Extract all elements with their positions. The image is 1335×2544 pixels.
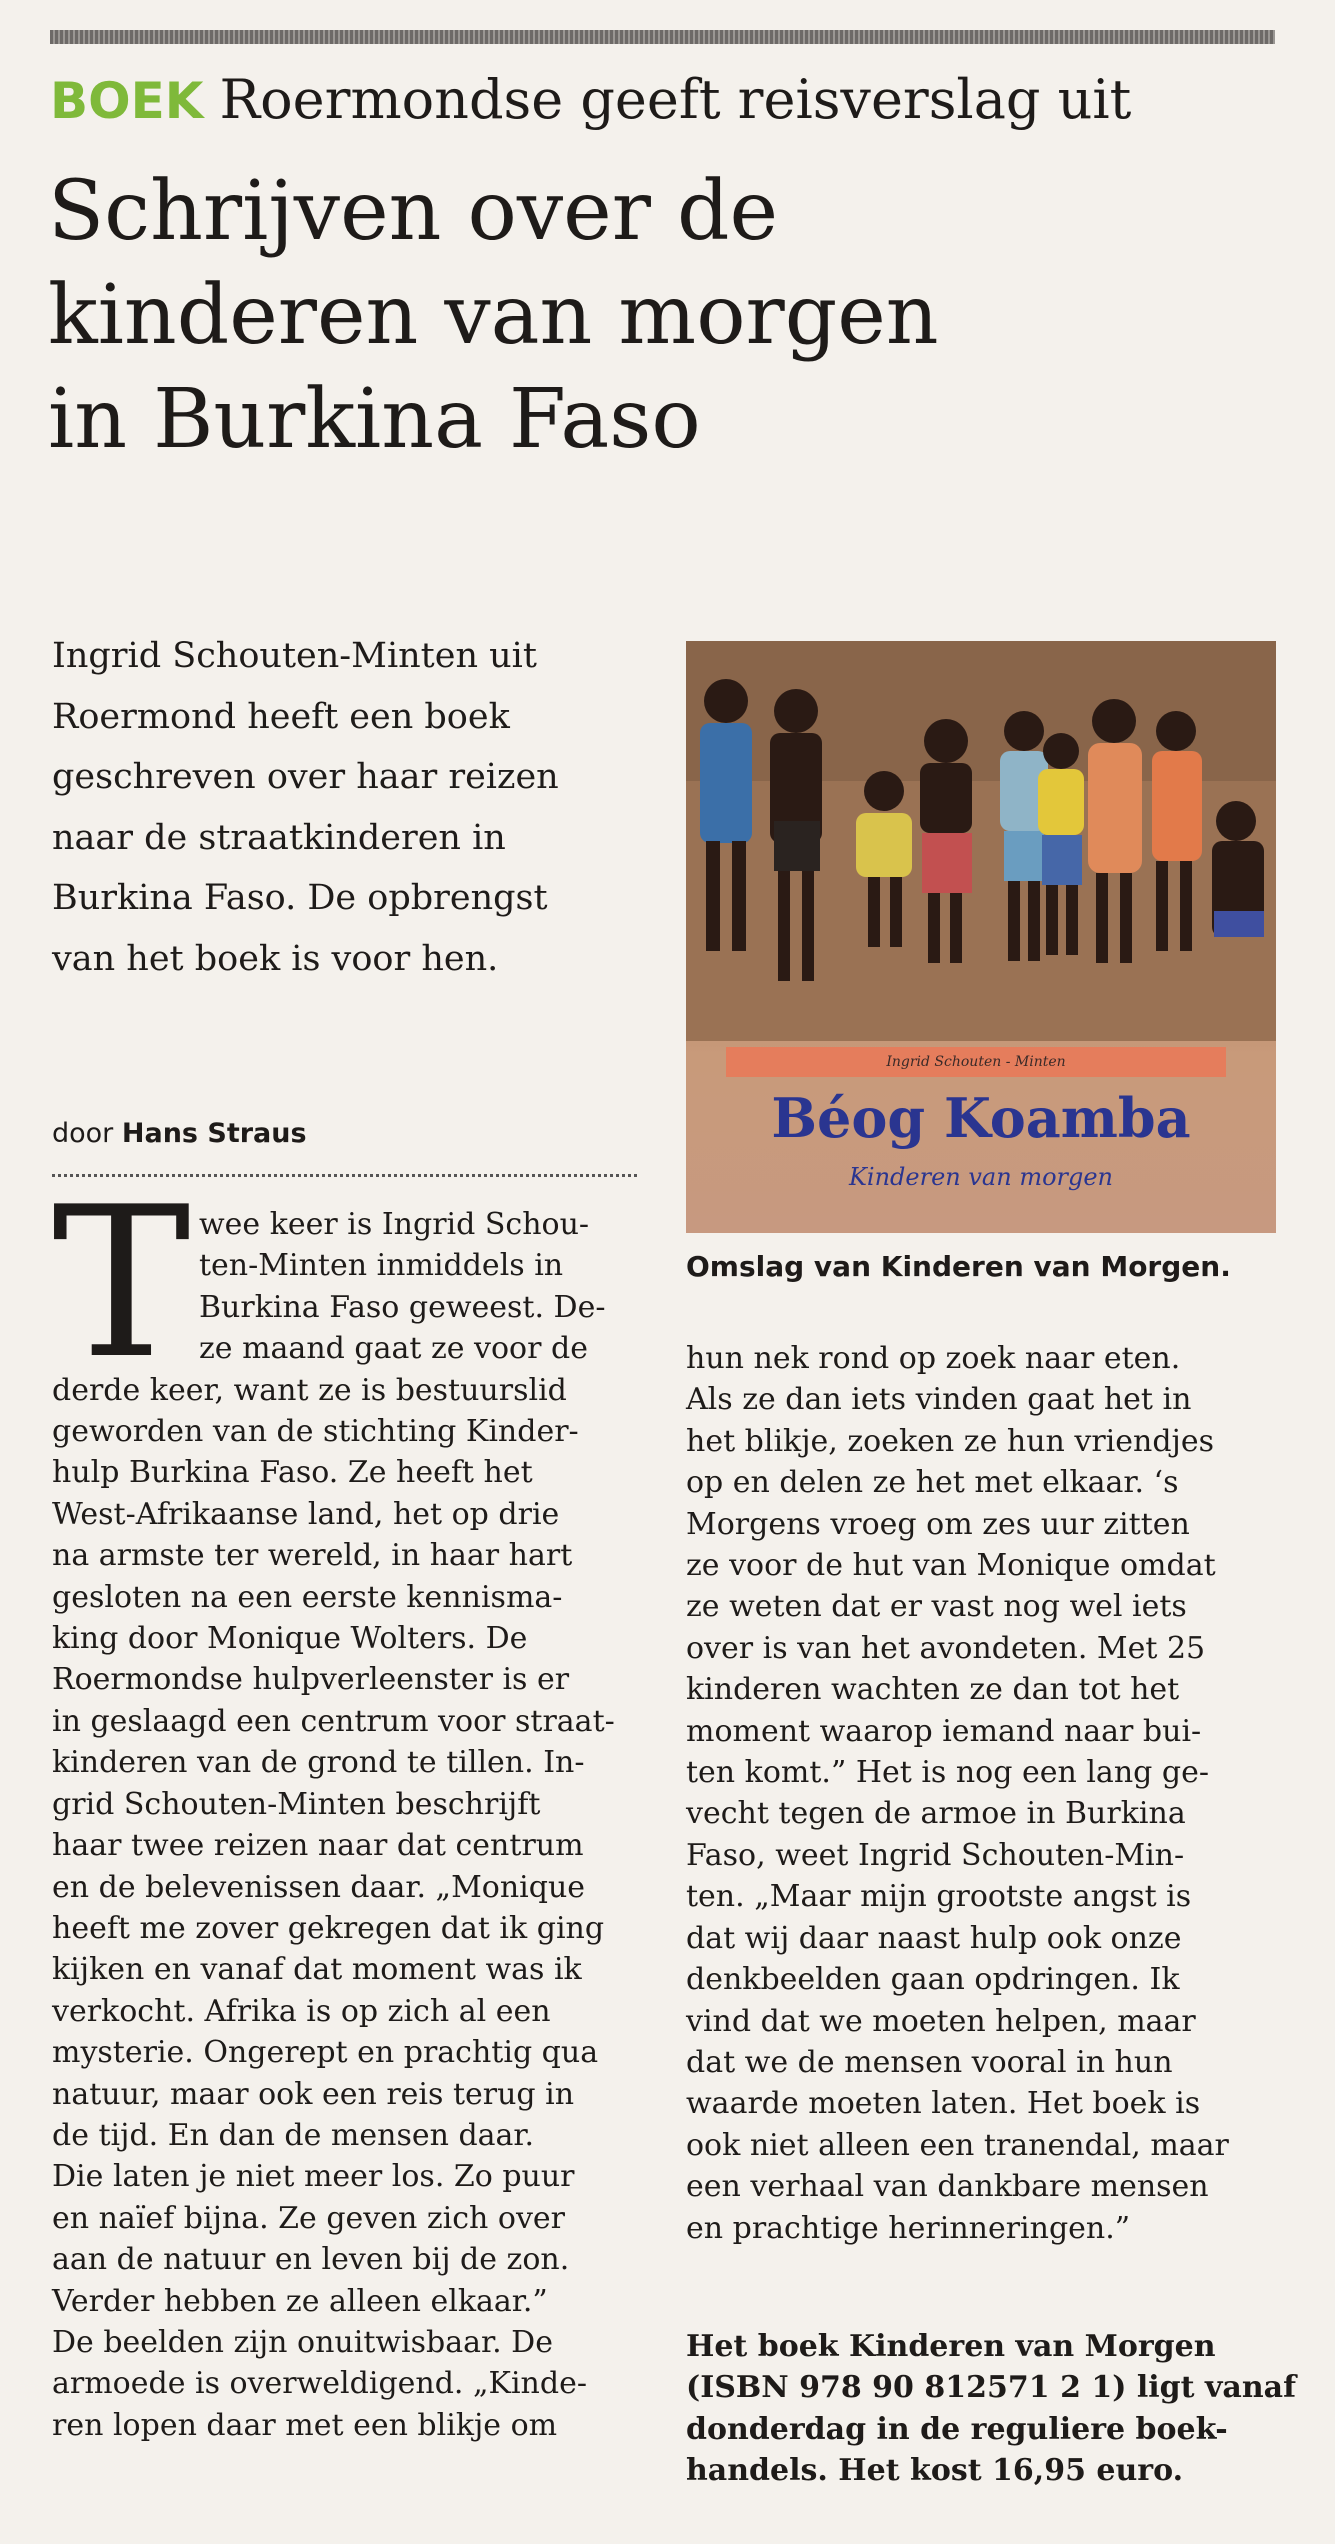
body-line: verkocht. Afrika is op zich al een xyxy=(52,1993,551,2029)
closing-line: handels. Het kost 16,95 euro. xyxy=(686,2453,1184,2489)
headline xyxy=(48,160,1268,472)
body-line: ren lopen daar met een blikje om xyxy=(52,2407,558,2443)
body-line: Als ze dan iets vinden gaat het in xyxy=(686,1382,1192,1418)
body-line: en de belevenissen daar. „Monique xyxy=(52,1869,586,1905)
body-line: na armste ter wereld, in haar hart xyxy=(52,1538,573,1574)
body-line: het blikje, zoeken ze hun vriendjes xyxy=(686,1423,1214,1459)
body-line: denkbeelden gaan opdringen. Ik xyxy=(686,1962,1180,1998)
closing-line: Het boek Kinderen van Morgen xyxy=(686,2329,1216,2364)
body-line: Verder hebben ze alleen elkaar.” xyxy=(52,2283,548,2319)
book-cover-image xyxy=(686,641,1276,1233)
body-line: West-Afrikaanse land, het op drie xyxy=(52,1496,560,1532)
closing-note xyxy=(686,2326,1296,2492)
body-line: ten-Minten inmiddels in xyxy=(199,1248,564,1284)
body-line: mysterie. Ongerept en prachtig qua xyxy=(52,2035,599,2071)
lead-line: Ingrid Schouten-Minten uit xyxy=(52,636,537,676)
closing-line: (ISBN 978 90 812571 2 1) ligt vanaf xyxy=(686,2370,1296,2406)
body-line: ten. „Maar mijn grootste angst is xyxy=(686,1879,1192,1915)
body-line: dat we de mensen vooral in hun xyxy=(686,2044,1173,2080)
lead-line: naar de straatkinderen in xyxy=(52,817,506,858)
body-column-left xyxy=(52,1204,615,2446)
body-line: over is van het avondeten. Met 25 xyxy=(686,1630,1206,1666)
section-tag: BOEK xyxy=(50,72,204,130)
cover-subtitle: Kinderen van morgen xyxy=(848,1163,1114,1191)
body-line: ook niet alleen een tranendal, maar xyxy=(686,2127,1229,2163)
body-line: Die laten je niet meer los. Zo puur xyxy=(52,2159,575,2195)
byline-prefix: door xyxy=(52,1118,114,1149)
body-line: moment waarop iemand naar bui- xyxy=(686,1713,1202,1749)
body-line: natuur, maar ook een reis terug in xyxy=(52,2076,575,2112)
closing-line: donderdag in de reguliere boek- xyxy=(686,2411,1228,2447)
body-line: kinderen van de grond te tillen. In- xyxy=(52,1745,585,1781)
body-line: Roermondse hulpverleenster is er xyxy=(52,1662,570,1698)
cover-author: Ingrid Schouten - Minten xyxy=(726,1047,1226,1077)
lead-line: Roermond heeft een boek xyxy=(52,696,510,737)
lead-line: Burkina Faso. De opbrengst xyxy=(52,878,548,919)
body-line: king door Monique Wolters. De xyxy=(52,1621,528,1657)
image-caption: Omslag van Kinderen van Morgen. xyxy=(686,1250,1231,1283)
body-line: heeft me zover gekregen dat ik ging xyxy=(52,1910,605,1946)
body-line: vecht tegen de armoe in Burkina xyxy=(686,1796,1186,1832)
body-line: Faso, weet Ingrid Schouten-Min- xyxy=(686,1837,1185,1873)
body-line: kijken en vanaf dat moment was ik xyxy=(52,1952,582,1988)
body-line: waarde moeten laten. Het boek is xyxy=(686,2086,1201,2122)
body-line: en naïef bijna. Ze geven zich over xyxy=(52,2200,566,2236)
body-line: haar twee reizen naar dat centrum xyxy=(52,1828,584,1864)
body-line: ze voor de hut van Monique omdat xyxy=(686,1548,1216,1584)
byline-author: Hans Straus xyxy=(121,1118,307,1149)
body-line: en prachtige herinneringen.” xyxy=(686,2210,1131,2246)
body-line: een verhaal van dankbare mensen xyxy=(686,2169,1209,2205)
body-line: hun nek rond op zoek naar eten. xyxy=(686,1341,1181,1376)
body-line: dat wij daar naast hulp ook onze xyxy=(686,1920,1182,1956)
body-line: aan de natuur en leven bij de zon. xyxy=(52,2242,570,2278)
body-line: Morgens vroeg om zes uur zitten xyxy=(686,1506,1190,1542)
body-line: hulp Burkina Faso. Ze heeft het xyxy=(52,1455,533,1491)
headline-line: Schrijven over de xyxy=(48,164,778,259)
body-line: wee keer is Ingrid Schou- xyxy=(199,1207,590,1242)
cover-title: Béog Koamba xyxy=(771,1086,1191,1150)
body-line: Burkina Faso geweest. De- xyxy=(199,1289,606,1325)
body-line: vind dat we moeten helpen, maar xyxy=(686,2003,1196,2039)
body-line: geworden van de stichting Kinder- xyxy=(52,1414,579,1450)
body-line: armoede is overweldigend. „Kinde- xyxy=(52,2366,587,2402)
body-line: De beelden zijn onuitwisbaar. De xyxy=(52,2324,553,2360)
body-column-right xyxy=(686,1338,1229,2249)
lead-line: geschreven over haar reizen xyxy=(52,757,559,798)
body-line: in geslaagd een centrum voor straat- xyxy=(52,1703,615,1739)
body-line: grid Schouten-Minten beschrijft xyxy=(52,1786,541,1822)
kicker xyxy=(50,68,1131,133)
drop-cap: T xyxy=(52,1163,191,1405)
body-line: ze weten dat er vast nog wel iets xyxy=(686,1589,1187,1625)
body-line: derde keer, want ze is bestuurslid xyxy=(52,1372,567,1408)
body-line: ze maand gaat ze voor de xyxy=(199,1331,588,1367)
body-line: op en delen ze het met elkaar. ‘s xyxy=(686,1465,1179,1501)
lead-paragraph xyxy=(52,626,652,990)
lead-line: van het boek is voor hen. xyxy=(52,938,499,979)
body-line: gesloten na een eerste kennisma- xyxy=(52,1579,563,1615)
headline-line: in Burkina Faso xyxy=(48,372,701,467)
body-line: kinderen wachten ze dan tot het xyxy=(686,1672,1180,1708)
body-line: de tijd. En dan de mensen daar. xyxy=(52,2117,535,2153)
kicker-text: Roermondse geeft reisverslag uit xyxy=(219,68,1132,131)
body-line: ten komt.” Het is nog een lang ge- xyxy=(686,1755,1209,1791)
top-rule xyxy=(50,30,1275,44)
children-photo xyxy=(686,641,1276,1041)
byline xyxy=(52,1118,307,1149)
headline-line: kinderen van morgen xyxy=(48,268,939,363)
